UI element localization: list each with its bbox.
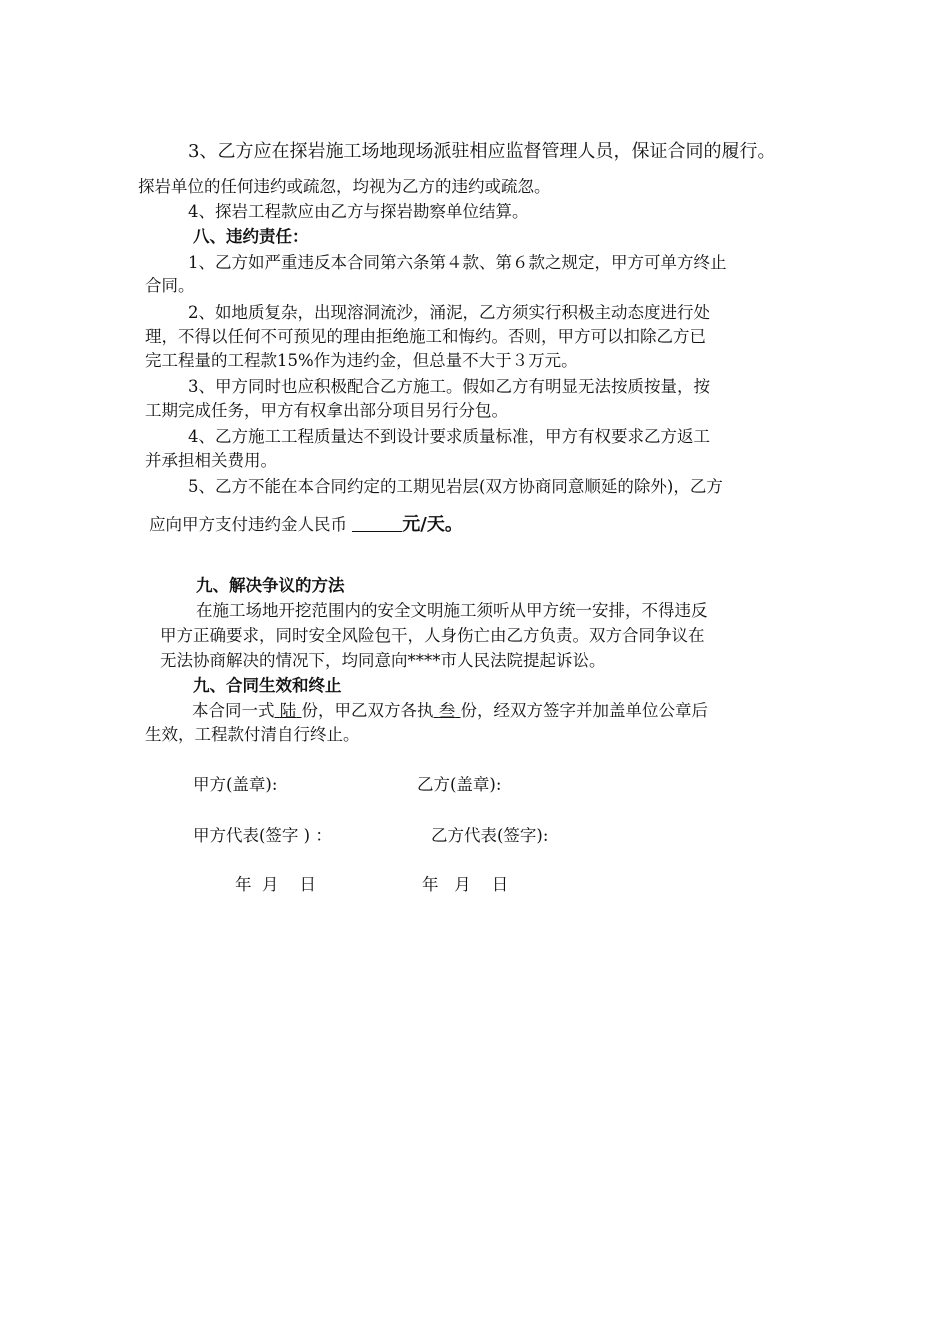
- sec9-dispute-line1: 在施工场地开挖范围内的安全文明施工须听从甲方统一安排，不得违反: [196, 601, 708, 620]
- sec8-item2-line1: 2、如地质复杂，出现溶洞流沙，涌泥，乙方须实行积极主动态度进行处: [188, 303, 710, 322]
- sec8-item1-line1: 1、乙方如严重违反本合同第六条第４款、第６款之规定，甲方可单方终止: [188, 253, 727, 272]
- sec7-item3-line2: 探岩单位的任何违约或疏忽，均视为乙方的违约或疏忽。: [138, 177, 551, 196]
- sec7-item4: 4、探岩工程款应由乙方与探岩勘察单位结算。: [188, 202, 529, 221]
- sec8-item3-line2: 工期完成任务，甲方有权拿出部分项目另行分包。: [145, 401, 508, 420]
- party-b-seal-label: 乙方(盖章):: [417, 775, 502, 794]
- copies-total: 陆: [279, 701, 297, 720]
- penalty-text: 应向甲方支付违约金人民币: [149, 515, 347, 534]
- section8-heading: 八、违约责任：: [193, 227, 309, 246]
- party-b-rep-label: 乙方代表(签字):: [431, 826, 549, 845]
- sec8-item5-line2: [149, 513, 463, 537]
- section9-effect-heading: 九、合同生效和终止: [193, 676, 342, 695]
- sec9-effect-line2: 生效，工程款付清自行终止。: [145, 725, 360, 744]
- party-b-date: 年 月 日: [422, 875, 509, 894]
- sec8-item2-line3: 完工程量的工程款15%作为违约金，但总量不大于３万元。: [145, 351, 578, 370]
- penalty-unit: 元/天。: [402, 514, 463, 535]
- sec9-effect-line1: 本合同一式 陆 份，甲乙双方各执 叁 份，经双方签字并加盖单位公章后: [192, 701, 708, 720]
- copies-each: 叁: [438, 701, 456, 720]
- party-a-rep-label: 甲方代表(签字 ) ：: [193, 826, 332, 845]
- sec8-item2-line2: 理，不得以任何不可预见的理由拒绝施工和悔约。否则，甲方可以扣除乙方已: [145, 327, 706, 346]
- sec8-item4-line2: 并承担相关费用。: [145, 451, 277, 470]
- sec8-item5-line1: 5、乙方不能在本合同约定的工期见岩层(双方协商同意顺延的除外)，乙方: [188, 477, 723, 496]
- penalty-amount-blank: [352, 515, 402, 532]
- sec8-item3-line1: 3、甲方同时也应积极配合乙方施工。假如乙方有明显无法按质按量，按: [188, 377, 710, 396]
- party-a-seal-label: 甲方(盖章):: [193, 775, 278, 794]
- sec7-item3-line1: 3、乙方应在探岩施工场地现场派驻相应监督管理人员，保证合同的履行。: [188, 141, 776, 162]
- section9-dispute-heading: 九、解决争议的方法: [196, 576, 345, 595]
- party-a-date: 年 月 日: [235, 875, 316, 894]
- sec8-item4-line1: 4、乙方施工工程质量达不到设计要求质量标准，甲方有权要求乙方返工: [188, 427, 710, 446]
- sec9-dispute-line2: 甲方正确要求，同时安全风险包干，人身伤亡由乙方负责。双方合同争议在: [160, 626, 705, 645]
- sec8-item1-line2: 合同。: [145, 276, 195, 295]
- sec9-dispute-line3: 无法协商解决的情况下，均同意向****市人民法院提起诉讼。: [160, 651, 606, 670]
